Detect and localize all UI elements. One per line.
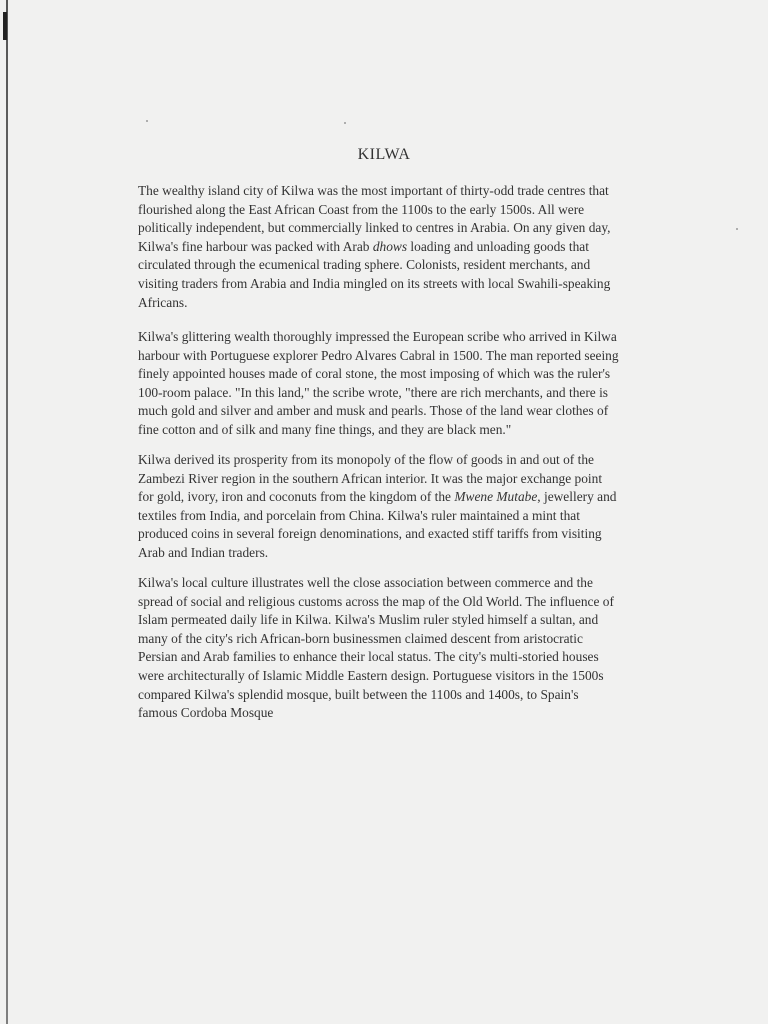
text-line: finely appointed houses made of coral stone, the most imposing of which was the ruler's [138,366,611,382]
text-line: many of the city's rich African-born businessmen claimed descent from aristocratic [138,630,583,646]
text-line: circulated through the ecumenical trading sphere. Colonists, resident merchants, and [138,257,591,273]
scan-corner-mark [3,12,7,40]
text-line: famous Cordoba Mosque [138,705,274,721]
text-line: Arab and Indian traders. [138,544,269,560]
paragraph-3 [138,451,678,563]
text-line: spread of social and religious customs across the map of the Old World. The influence of [138,593,614,609]
scan-speck [344,122,346,124]
text-line: The wealthy island city of Kilwa was the most important of thirty-odd trade centres that [138,183,609,198]
text-line: Zambezi River region in the southern African interior. It was the major exchange point [138,470,603,486]
text-line: much gold and silver and amber and musk and pearls. Those of the land wear clothes of [138,403,609,419]
text-line: Kilwa's glittering wealth thoroughly impressed the European scribe who arrived in Kilwa [138,329,617,344]
text-line: politically independent, but commercially linked to centres in Arabia. On any given day, [138,220,611,236]
text-line: flourished along the East African Coast from the 1100s to the early 1500s. All were [138,201,585,217]
text-line: compared Kilwa's splendid mosque, built between the 1100s and 1400s, to Spain's [138,686,579,702]
text-line: were architecturally of Islamic Middle Eastern design. Portuguese visitors in the 1500s [138,667,604,683]
text-line: Islam permeated daily life in Kilwa. Kilwa's Muslim ruler styled himself a sultan, and [138,612,599,628]
document-title: KILWA [357,146,411,163]
text-line: Kilwa derived its prosperity from its monopoly of the flow of goods in and out of the [138,452,594,467]
text-line: textiles from India, and porcelain from China. Kilwa's ruler maintained a mint that [138,507,580,523]
scan-speck [736,228,738,230]
text-line: for gold, ivory, iron and coconuts from the kingdom of the Mwene Mutabe, jewellery and [138,489,617,505]
text-line: Kilwa's fine harbour was packed with Arab dhows loading and unloading goods that [138,238,589,254]
paragraph-2 [138,328,678,440]
paragraph-1 [138,182,678,312]
text-line: visiting traders from Arabia and India mingled on its streets with local Swahili-speaking [138,275,611,291]
text-line: harbour with Portuguese explorer Pedro Alvares Cabral in 1500. The man reported seeing [138,347,619,363]
text-line: fine cotton and of silk and many fine things, and they are black men." [138,421,512,437]
scan-speck [146,120,148,122]
text-line: Africans. [138,294,188,310]
text-line: 100-room palace. "In this land," the scribe wrote, "there are rich merchants, and there is [138,384,609,400]
text-line: Kilwa's local culture illustrates well the close association between commerce and the [138,575,593,590]
text-line: Persian and Arab families to enhance their local status. The city's multi-storied houses [138,649,599,665]
text-line: produced coins in several foreign denominations, and exacted stiff tariffs from visiting [138,526,602,542]
paragraph-4 [138,574,678,723]
